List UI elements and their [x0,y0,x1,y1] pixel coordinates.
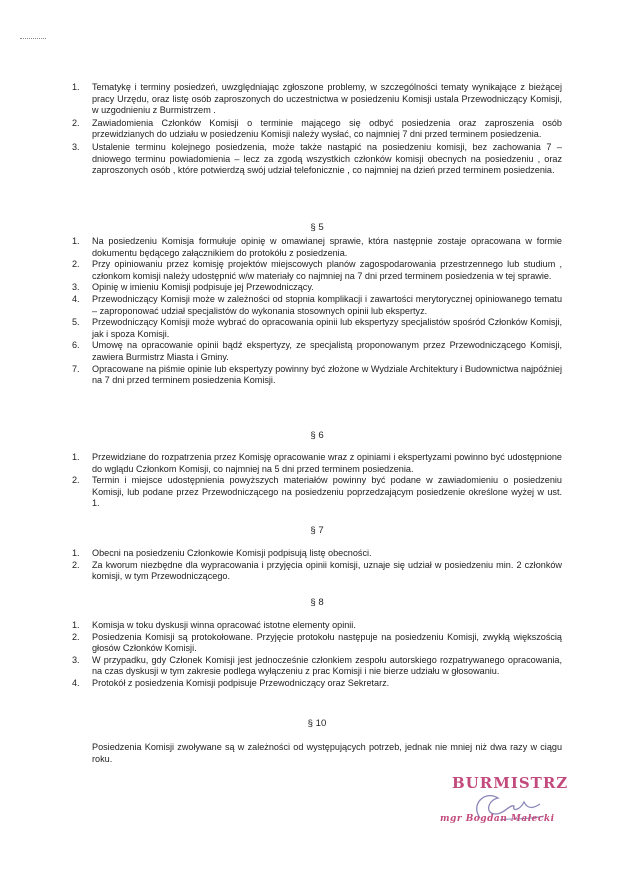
list-item: 1. Komisja w toku dyskusji winna opracować istotne elementy opinii. [72,620,356,630]
list-item: 3. Ustalenie terminu kolejnego posiedzenia, może także nastąpić na posiedzeniu komisji, bez zachowania 7 – dniowego terminu powiadomienia – lecz za zgodą wszystkich członków komisji obecnych na posiedzeniu , oraz zaproszonych osób , które potwierdzą swój udział telefonicznie , co najmniej na dzień przed terminem posiedzenia. [72,141,562,176]
list-item: 2. Zawiadomienia Członków Komisji o terminie mającego się odbyć posiedzenia oraz zaproszenia osób przewidzianych do udziału w posiedzeniu Komisji należy wysłać, co najmniej 7 dni przed terminem posiedzenia. [72,117,562,140]
list-item: 4. Przewodniczący Komisji może w zależności od stopnia komplikacji i zawartości merytorycznej opiniowanego tematu – zaproponować udział specjalistów do wykonania stosownych opinii lub ekspertyz. [72,293,562,316]
section-heading-5: § 5 [310,222,324,233]
closing-paragraph: Posiedzenia Komisji zwoływane są w zależności od występujących potrzeb, jednak nie mniej niż dwa razy w ciągu roku. [92,742,562,764]
list-item: 1. Obecni na posiedzeniu Członkowie Komisji podpisują listę obecności. [72,548,372,558]
list-item: 2. Za kworum niezbędne dla wypracowania i przyjęcia opinii komisji, uznaje się udział w posiedzeniu min. 2 członków komisji, w tym Przewodniczącego. [72,559,562,582]
section-5-list [72,236,562,387]
section-7-list [72,548,562,583]
list-item: 2. Przy opiniowaniu przez komisję projektów miejscowych planów zagospodarowania przestrzennego lub studium , członkom komisji należy udostępnić w/w materiały co najmniej na 7 dni przed terminem posiedzenia w tej sprawie. [72,259,562,281]
stamp-title: BURMISTRZ [452,774,569,792]
list-item: 1. Przewidziane do rozpatrzenia przez Komisję opracowanie wraz z opiniami i ekspertyzami powinno być udostępnione do wglądu Członkom Komisji, co najmniej na 5 dni przed terminem posiedzenia. [72,452,562,474]
list-item: 5. Przewodniczący Komisji może wybrać do opracowania opinii lub ekspertyzy specjalistów spośród Członków Komisji, jak i spoza Komisji. [72,317,562,339]
list-item: 3. W przypadku, gdy Członek Komisji jest jednocześnie członkiem zespołu autorskiego rozpatrywanego opracowania, na czas dyskusji w tym zakresie podlega wyłączeniu z prac Komisji i nie bierze udziału w głosowaniu. [72,654,562,677]
section-heading-6: § 6 [310,430,324,441]
list-item: 1. Na posiedzeniu Komisja formułuje opinię w omawianej sprawie, która następnie zostaje opracowana w formie dokumentu będącego załącznikiem do protokółu z posiedzenia. [72,236,562,258]
list-item: 4. Protokół z posiedzenia Komisji podpisuje Przewodniczący oraz Sekretarz. [72,677,390,688]
list-item: 2. Posiedzenia Komisji są protokołowane. Przyjęcie protokołu następuje na posiedzeniu Komisji, zwykłą większością głosów Członków Komisji. [72,631,562,654]
stamp-name: mgr Bogdan Małecki [440,814,555,824]
section-heading-8: § 8 [310,597,324,608]
list-item: 2. Termin i miejsce udostępnienia powyższych materiałów powinny być podane w zawiadomieniu o posiedzeniu Komisji, lub podane przez Przewodniczącego na posiedzeniu poprzedzającym posiedzenie określone wyżej w ust. 1. [72,475,562,509]
list-item: 6. Umowę na opracowanie opinii bądź ekspertyzy, ze specjalistą proponowanym przez Przewodniczącego Komisji, zawiera Burmistrz Miasta i Gminy. [72,340,562,362]
section-6-list [72,452,562,510]
scan-mark [20,38,46,41]
mayor-stamp [440,774,570,834]
list-item: 7. Opracowane na piśmie opinie lub ekspertyzy powinny być złożone w Wydziale Architektury i Budownictwa najpóźniej na 7 dni przed terminem posiedzenia Komisji. [72,363,562,386]
section-heading-10: § 10 [307,718,327,729]
list-item: 3. Opinię w imieniu Komisji podpisuje jej Przewodniczący. [72,282,314,293]
list-item: 1. Tematykę i terminy posiedzeń, uwzględniając zgłoszone problemy, w szczególności tematy wynikające z bieżącej pracy Urzędu, oraz listę osób zaproszonych do uczestnictwa w posiedzeniu Komisji ustala Przewodniczący Komisji, w uzgodnieniu z Burmistrzem . [72,82,562,116]
signature-icon [440,774,570,834]
section-8-list [72,620,562,690]
section-heading-7: § 7 [310,525,324,536]
intro-list [72,82,562,177]
